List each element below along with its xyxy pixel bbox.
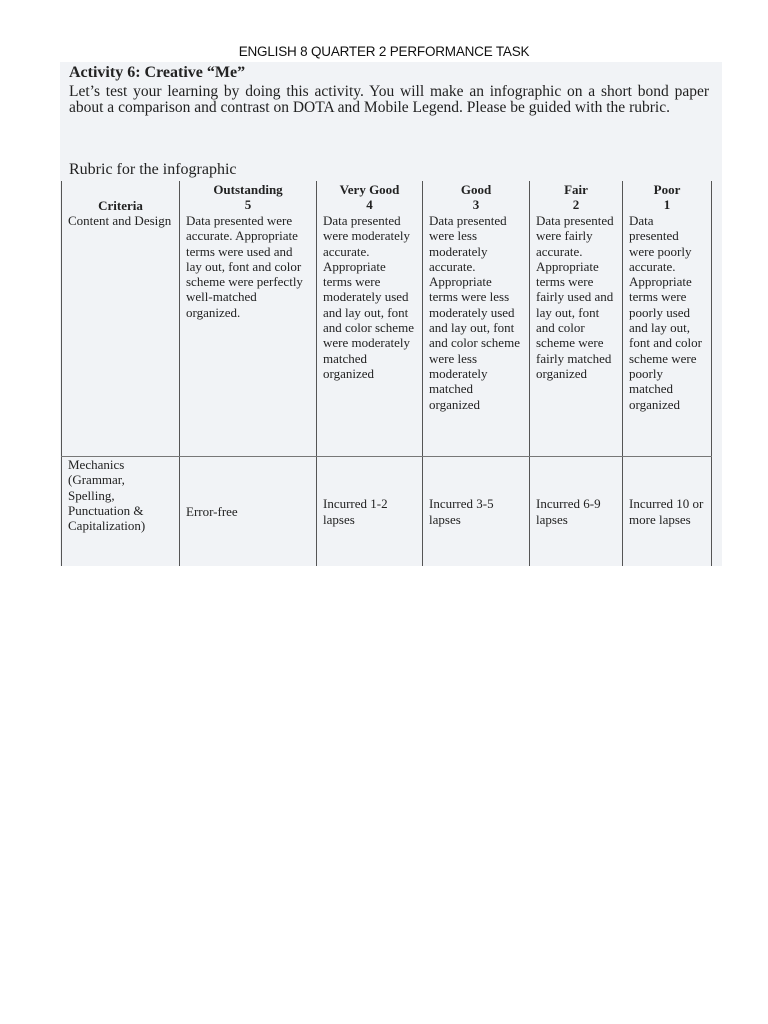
rubric-cell-fair: Incurred 6-9 lapses [530, 457, 623, 567]
criteria-cell: Content and Design [62, 213, 180, 457]
level-label: Very Good [339, 182, 400, 197]
level-label: Fair [564, 182, 588, 197]
rubric-cell-very-good: Incurred 1-2 lapses [317, 457, 423, 567]
rubric-header-row [62, 181, 712, 213]
rubric-cell-outstanding: Error-free [180, 457, 317, 567]
rubric-cell-poor: Data presented were poorly accurate. Appropriate terms were poorly used and lay out, font and color scheme were poorly matched organized [623, 213, 712, 457]
level-header-outstanding [180, 181, 317, 213]
rubric-caption: Rubric for the infographic [69, 161, 237, 178]
level-score: 5 [244, 197, 252, 213]
level-label: Good [460, 182, 492, 197]
level-header-good [423, 181, 530, 213]
level-score: 2 [572, 197, 580, 213]
rubric-row-mechanics [62, 457, 712, 567]
rubric-row-content-design [62, 213, 712, 457]
criteria-cell: Mechanics (Grammar, Spelling, Punctuation & Capitalization) [62, 457, 180, 567]
level-label: Poor [653, 182, 681, 197]
level-header-very-good [317, 181, 423, 213]
rubric-cell-poor: Incurred 10 or more lapses [623, 457, 712, 567]
activity-heading: Activity 6: Creative “Me” [69, 64, 246, 81]
document-title: ENGLISH 8 QUARTER 2 PERFORMANCE TASK [238, 44, 530, 59]
rubric-cell-very-good: Data presented were moderately accurate. Appropriate terms were moderately used and lay out, font and color scheme were moderately matched organized [317, 213, 423, 457]
rubric-cell-outstanding: Data presented were accurate. Appropriate terms were used and lay out, font and color scheme were perfectly well-matched organized. [180, 213, 317, 457]
rubric-cell-good: Data presented were less moderately accurate. Appropriate terms were less moderately used and lay out, font and color scheme were less moderately matched organized [423, 213, 530, 457]
level-score: 3 [472, 197, 480, 213]
level-label: Outstanding [213, 182, 283, 197]
level-score: 4 [366, 197, 373, 213]
rubric-cell-good: Incurred 3-5 lapses [423, 457, 530, 567]
level-score: 1 [663, 197, 671, 213]
level-header-poor [623, 181, 712, 213]
rubric-cell-fair: Data presented were fairly accurate. Appropriate terms were fairly used and lay out, font and color scheme were fairly matched organized [530, 213, 623, 457]
activity-instructions: Let’s test your learning by doing this activity. You will make an infographic on a short bond paper about a comparison and contrast on DOTA and Mobile Legend. Please be guided with the rubric. [69, 83, 709, 116]
criteria-header: Criteria [62, 181, 180, 213]
level-header-fair [530, 181, 623, 213]
rubric-table [61, 181, 712, 566]
